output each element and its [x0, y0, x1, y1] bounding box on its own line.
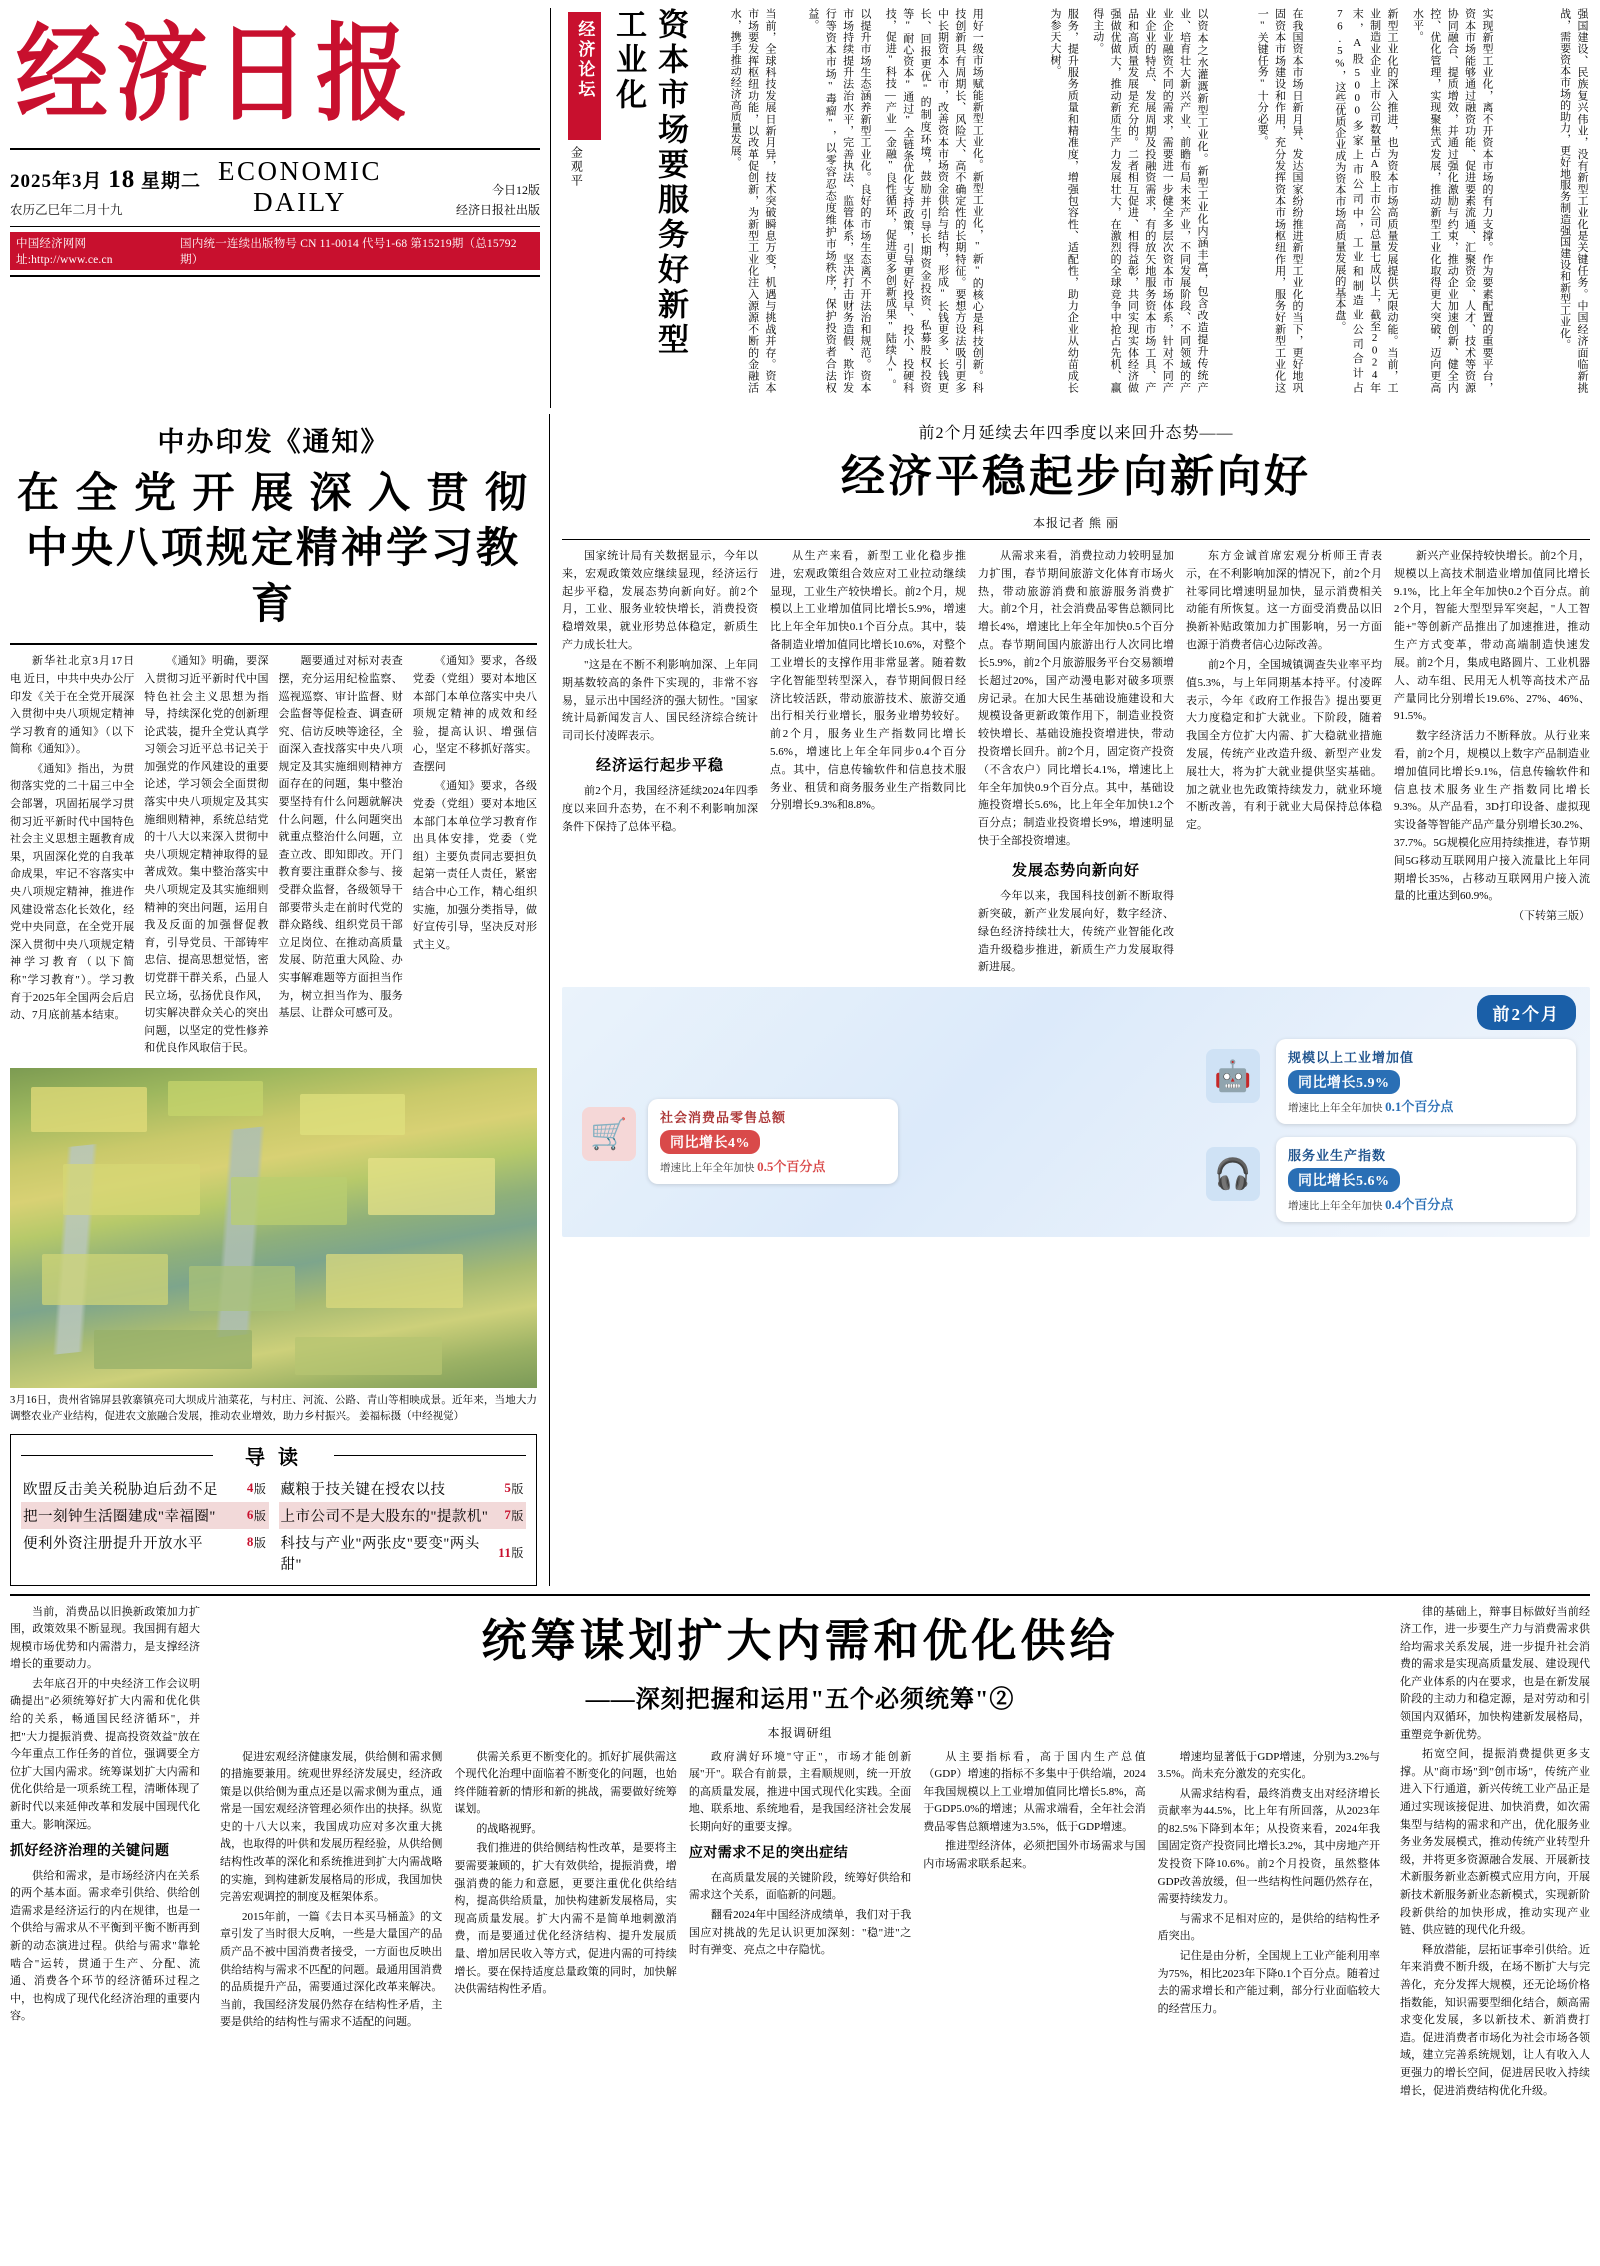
guide-item[interactable]	[279, 1502, 527, 1529]
date-text: 2025年3月	[10, 170, 103, 192]
guide-item-label: 上市公司不是大股东的"提款机"	[280, 1508, 489, 1525]
editorial-para: 以提升市场生态涵养新型工业化。良好的市场生态离不开法治和规范。资本市场持续提升法治水平，完善执法、监管体系，坚决打击财务造假、欺诈发行等资本市场"毒瘤"，以零容忍态度维护市场秩序，保护投资者合法权益。	[806, 8, 872, 393]
bottom-para: 供需关系更不断变化的。抓好扩展供需这个现代化治理中面临着不断变化的问题，也始终伴随着新的情形和新的挑战，需要做好统筹谋划。	[454, 1750, 677, 1816]
url-bar	[10, 232, 540, 270]
guide-left-list	[21, 1475, 269, 1577]
guide-item-page: 4	[246, 1480, 254, 1495]
article2-para: 前2个月，我国经济延续2024年四季度以来回升态势，在不利不利影响加深条件下保持了总体平稳。	[562, 785, 758, 833]
bottom-para: 释放潜能，层拓证事牵引供给。近年来消费不断升级，在场不断扩大与完善化，充分发挥大规模，还无论场价格指数能，知识需要型细化结合，颇高需求变化发展，多以新技术、新消费打造。促进消费者市场化为社会市场各领域，建立完善系统规划，让人有收入人更强力的增长空间，促进居民收入持续增长，促进消费结构优化升级。	[1400, 1943, 1590, 2097]
article2-para: "这是在不断不利影响加深、上年同期基数较高的条件下实现的，非常不容易，显示出中国经济的强大韧性。"国家统计局新闻发言人、国民经济综合统计司司长付凌晖表示。	[562, 658, 758, 743]
headset-agent-icon: 🎧	[1206, 1147, 1260, 1201]
article2-para: 数字经济活力不断释放。从行业来看，前2个月，规模以上数字产品制造业增加值同比增长9.1%，信息传输软件和信息技术服务业生产指数同比增长9.3%。从产品看，3D打印设备、虚拟现实设备等智能产品产量分别增长30.2%、37.7%。5G规模化应用持续推进，春节期间5G移动互联网用户接入流量比上年同期增长35%，占移动互联网用户接入流量的比重达到60.9%。	[1394, 730, 1590, 903]
guide-item-ban: 版	[511, 1508, 524, 1523]
masthead-date-block	[10, 161, 210, 220]
guide-right-list	[279, 1475, 527, 1577]
masthead-english	[210, 156, 390, 220]
english-title: ECONOMIC DAILY	[217, 155, 382, 217]
bottom-para: 在高质量发展的关键阶段，统筹好供给和需求这个关系，面临新的问题。	[688, 1871, 912, 1902]
editorial-para: 服务，提升服务质量和精准度，增强包容性、适配性，助力企业从幼苗成长为参天大树。	[1048, 8, 1079, 393]
guide-item[interactable]	[279, 1529, 527, 1577]
guide-item[interactable]	[279, 1475, 527, 1502]
infographic-card-retail	[648, 1099, 898, 1184]
card-title: 社会消费品零售总额	[660, 1110, 787, 1126]
article2-para: 从生产来看，新型工业化稳步推进，宏观政策组合效应对工业拉动继续显现，工业生产较快增长。前2个月，规模以上工业增加值同比增长5.9%，增速比上年全年加快0.1个百分点。其中，装备制造业增加值同比增长10.6%，对整个工业增长的支撑作用非常显著。随着数字化智能型转型深入，春节期间假日经济比较活跃，带动旅游技术、旅游交通出行相关行业增长，服务业增势较好。前2个月，服务业生产指数同比增长5.6%，增速比上年全年同步0.4个百分点。其中，信息传输软件和信息技术服务业、租赁和商务服务业生产指数同比分别增长9.3%和8.8%。	[770, 550, 966, 812]
masthead-divider-2	[10, 226, 540, 227]
logo-wrap	[10, 8, 540, 136]
bottom-left-column	[10, 1604, 210, 2103]
article2-col-4	[1186, 548, 1382, 979]
guide-item[interactable]	[21, 1502, 269, 1529]
article1-para: 《通知》指出，为贯彻落实党的二十届三中全会部署，巩固拓展学习贯彻习近平新时代中国特色社会主义思想主题教育成果，巩固深化党的自我革命成果，牢记不容落实中央八项规定精神，推进作风建设常态化长效化，经党中央同意，在全党开展深入贯彻中央八项规定精神学习教育（以下简称"学习教育"）。学习教育于2025年全国两会后启动、7月底前基本结束。	[10, 762, 135, 1022]
bottom-para: 供给和需求，是市场经济内在关系的两个基本面。需求牵引供给、供给创造需求是经济运行的内在规律，也是一个供给与需求从不平衡到平衡不断再到新的动态演进过程。供给与需求"靠轮啮合"运转，贯通于生产、分配、流通、消费各个环节的经济循环过程之中，也构成了现代化经济治理的重要内容。	[10, 1869, 200, 2023]
card-sub-num: 0.1个百分点	[1385, 1099, 1454, 1115]
bottom-para: 与需求不足相对应的，是供给的结构性矛盾突出。	[1157, 1912, 1381, 1943]
guide-grid	[21, 1475, 526, 1577]
river-shape	[27, 1101, 520, 1354]
field-patch	[94, 1330, 252, 1368]
bottom-para: 记住是由分析，全国规上工业产能利用率为75%，相比2023年下降0.1个百分点。随着过去的需求增长和产能过剩，部分行业面临较大的经营压力。	[1157, 1950, 1381, 2015]
article1-columns	[10, 653, 537, 1060]
robot-arm-icon: 🤖	[1206, 1049, 1260, 1103]
guide-item-page: 11	[498, 1544, 512, 1560]
editorial-para: 新型工业化的深入推进，也为资本市场高质量发展提供无限动能。当前，工业制造业企业上市公司数量占A股上市公司总量七成以上，截至2024年末，A股5000多家上市公司中，工业和制造业公司合计占76.5%，这些优质企业成为资本市场高质量发展的基本盘。	[1333, 8, 1398, 393]
bottom-col-4	[923, 1749, 1145, 2035]
article2-headline: 经济平稳起步向新向好	[841, 452, 1311, 501]
field-patch	[63, 1164, 200, 1215]
bottom-para: 去年底召开的中央经济工作会议明确提出"必须统筹好扩大内需和优化供给的关系，畅通国民经济循环"，并把"大力提振消费、提高投资效益"放在今年重点工作任务的首位，强调要全方位扩大国内需求。统筹谋划扩大内需和优化供给是一项系统工程，清晰体现了新时代以来延伸改革和发展中国现代化重大。影响深远。	[10, 1677, 200, 1831]
bottom-para: 政府满好环境"守正"，市场才能创新展"开"。联合有前景，主看顺规则，统一开放的高质量发展，推进中国式现代化实践。全面地、联系地、系统地看，是我国经济社会发展长期向好的重要支撑。	[688, 1750, 912, 1833]
notice-label: 中办印发《通知》	[157, 427, 390, 457]
guide-item-label: 把一刻钟生活圈建成"幸福圈"	[23, 1508, 216, 1525]
editorial-byline: 金观平	[569, 146, 584, 188]
bottom-para: 2015年前，一篇《去日本买马桶盖》的文章引发了当时很大反响，一些是大量国产的品质产品不被中国消费者接受，一方面也反映出供给结构与需求不匹配的问题。最通用国消费的品质提升产品，需要通过深化改革来解决。当前，我国经济发展仍然存在结构性矛盾，主要是供给的结构性与需求不适配的问题。	[220, 1910, 443, 2029]
bottom-para: 从主要指标看，高于国内生产总值（GDP）增速的指标不多集中于供给端，2024年我国规模以上工业增加值同比增长5.8%，高于GDP5.0%的增速；从需求端看，全年社会消费品零售总额增速为3.5%，低于GDP增速。	[923, 1750, 1146, 1833]
main-headline-line1: 在 全 党 开 展 深 入 贯 彻	[16, 471, 530, 517]
article1-para: 《通知》要求，各级党委（党组）要对本地区本部门本单位学习教育作出具体安排，党委（党组）主要负责同志要担负起第一责任人责任，紧密结合中心工作，精心组织实施，加强分类指导，做好宣传引导，坚决反对形式主义。	[412, 780, 537, 951]
editorial-title: 资本市场要服务好新型工业化	[611, 8, 688, 358]
publisher: 经济日报社出版	[455, 202, 540, 217]
article2-kicker: 前2个月延续去年四季度以来回升态势——	[918, 425, 1234, 442]
card-sub-pre: 增速比上年全年加快	[660, 1163, 755, 1175]
card-pill: 同比增长5.9%	[1288, 1070, 1400, 1094]
bottom-para: 推进型经济体，必须把国外市场需求与国内市场需求联系起来。	[923, 1840, 1146, 1871]
article2-subhead-1: 经济运行起步平稳	[595, 757, 724, 774]
field-patch	[295, 1337, 443, 1375]
card-pill: 同比增长5.6%	[1288, 1168, 1400, 1192]
field-patch	[168, 1081, 263, 1116]
editorial-para: 用好一级市场赋能新型工业化。新型工业化，"新"的核心是科技创新。科技创新具有周期长、风险大、高不确定性的长期特征。要想方设法吸引更多中长期资本入市，改善资本市场资金供给与结构，形成"长钱更多、长钱更长、回报更优"的制度环境，鼓励并引导长期资金投资、私募股权投资等"耐心资本"通过"全链条优化支持政策，引导更好投早、投小、投硬科技，促进"科技—产业—金融"良性循环，促进更多创新成果"陆续人"。	[884, 8, 984, 393]
editorial-column	[550, 8, 1590, 408]
article2-para: 今年以来，我国科技创新不断取得新突破，新产业发展向好，数字经济、绿色经济持续壮大，传统产业智能化改造升级稳步推进，新质生产力发展取得新进展。	[978, 890, 1174, 974]
guide-item-label: 科技与产业"两张皮"要变"两头甜"	[280, 1535, 480, 1573]
bottom-para: 翻看2024年中国经济成绩单，我们对于我国应对挑战的先足认识更加深刻："稳"进"之时有弹变、亮点之中存隐忧。	[688, 1909, 912, 1957]
guide-item-ban: 版	[511, 1546, 524, 1560]
left-column	[10, 414, 550, 1586]
shopping-cart-icon: 🛒	[582, 1107, 636, 1161]
bottom-subheadline: ——深刻把握和运用"五个必须统筹"②	[585, 1686, 1015, 1713]
bottom-col-1	[220, 1749, 442, 2035]
article1-col-1	[10, 653, 134, 1060]
bottom-para: 我们推进的供给侧结构性改革，是要将主要需要兼顾的，扩大有效供给，提振消费，增强消费的能力和意愿，更要注重优化供给结构，提高供给质量，加快构建新发展格局，实现高质量发展。扩大内需不是简单地刺激消费，而是要通过优化经济结构、提升发展质量、增加居民收入等方式，促进内需的可持续增长。要在保持适度总量政策的同时，加快解决供需结构性矛盾。	[454, 1842, 677, 1996]
editorial-para: 在我国资本市场日新月异、发达国家纷纷推进新型工业化的当下，更好地巩固资本市场建设和作用，充分发挥资本市场枢纽作用，服务好新型工业化这一"关键任务"十分必要。	[1256, 8, 1303, 393]
bottom-col-2	[454, 1749, 676, 2035]
article2-subhead-2: 发展态势向新向好	[1011, 862, 1140, 879]
infographic-card-industry	[1276, 1039, 1576, 1124]
guide-item-label: 欧盟反击美关税胁迫后劲不足	[23, 1481, 218, 1498]
guide-item-page: 7	[504, 1507, 512, 1522]
guide-item[interactable]	[21, 1529, 269, 1556]
newspaper-logo: 经济日报	[16, 11, 417, 136]
main-body	[10, 414, 1590, 1586]
lunar-date: 农历乙巳年二月十九	[10, 203, 123, 218]
article2-para: 国家统计局有关数据显示，今年以来，宏观政策效应继续显现，经济运行起步平稳，发展态势向新向好。前2个月，工业、服务业较快增长，消费投资稳增效果，就业形势总体稳定，新质生产力成长壮大。	[562, 550, 758, 652]
masthead	[10, 8, 550, 408]
guide-item-page: 6	[246, 1507, 254, 1522]
article1-col-2	[144, 653, 268, 1060]
field-patch	[368, 1158, 494, 1216]
date-weekday: 星期二	[141, 170, 202, 192]
guide-item-label: 便利外资注册提升开放水平	[23, 1535, 203, 1552]
right-column	[550, 414, 1590, 1586]
bottom-col-3	[689, 1749, 911, 2035]
article2-continued: （下转第三版）	[1513, 910, 1590, 923]
website-url[interactable]: 中国经济网网址:http://www.ce.cn	[16, 237, 113, 266]
bottom-para: 从需求结构看，最终消费支出对经济增长贡献率为44.5%，比上年有所回落，从2023年的82.5%下降到本年；从投资来看，2024年我国固定资产投资同比增长3.2%，其中房地产开发投资下降10.6%。前2个月投资，虽然整体GDP改善放缓，但一些结构性问题仍然存在，需要持续发力。	[1157, 1787, 1381, 1906]
card-pill: 同比增长4%	[660, 1130, 760, 1154]
article1-col-3	[279, 653, 403, 1060]
masthead-meta	[10, 150, 540, 220]
infographic-badge: 前2个月	[1477, 995, 1577, 1030]
bottom-subhead-2: 应对需求不足的突出症结	[688, 1846, 849, 1862]
headline-rule	[10, 643, 537, 645]
editorial-title-block	[561, 8, 691, 408]
field-patch	[300, 1094, 405, 1136]
article2-col-5	[1394, 548, 1590, 979]
bottom-para: 当前，消费品以旧换新政策加力扩围，政策效果不断显现。我国拥有超大规模市场优势和内需潜力，是支撑经济增长的重要动力。	[10, 1605, 200, 1671]
bottom-subhead-1: 抓好经济治理的关键问题	[10, 1844, 170, 1860]
article2-byline: 本报记者 熊 丽	[1032, 516, 1119, 530]
article2-col-3	[978, 548, 1174, 979]
photo-wrap	[10, 1068, 537, 1426]
bottom-right-column	[1390, 1604, 1590, 2103]
bottom-section	[10, 1594, 1590, 2103]
top-section	[10, 8, 1590, 408]
card-sub	[1288, 1098, 1564, 1116]
masthead-divider-3	[10, 275, 540, 277]
card-sub-pre: 增速比上年全年加快	[1288, 1201, 1383, 1213]
guide-item[interactable]	[21, 1475, 269, 1502]
bottom-para: 的战略视野。	[476, 1822, 543, 1835]
date-day: 18	[108, 165, 136, 193]
article2-rule	[562, 539, 1590, 540]
bottom-para: 拓宽空间，提振消费提供更多支撑。从"商市场"到"创市场"，传统产业进入下行通道，新兴传统工业产品正是通过实现该接促进、加快消费，如次需集型与结构的需求和产出，优化服务业务业务发展模式，推动传统产业转型升级，并将更多资源融合发展、开展新技术新服务新业态新模式应用方向，开展新技术新服务新业态新模式，实现新阶段新供给的加快形成，推动实现产业链、供应链的现代化升级。	[1400, 1748, 1590, 1937]
card-title: 规模以上工业增加值	[1288, 1050, 1415, 1066]
editorial-para: 以资本之水灌溉新型工业化。新型工业化内涵丰富，包含改造提升传统产业、培育壮大新兴产业、前瞻布局未来产业，不同发展阶段、不同领域的产业企业融资不同的需求，需要进一步健全多层次资本市场体系，针对不同产业企业的特点、发展周期及投融资需求，有的放矢地服务资本市场工具、产品和高质量发展是充分的。二者相互促进、相得益彰，共同实现实体经济做强做优做大，推动新质生产力发展壮大，在激烈的全球竞争中抢占先机、赢得主动。	[1091, 8, 1208, 393]
article1-col-4	[413, 653, 537, 1060]
guide-item-page: 5	[504, 1480, 512, 1495]
guide-title: 导 读	[21, 1441, 526, 1470]
article2-para: 新兴产业保持较快增长。前2个月，规模以上高技术制造业增加值同比增长9.1%，比上年全年加快0.2个百分点。前2个月，智能大型型异军突起，"人工智能+"等创新产品推出了加速推进，推动生产方式变革，带动高端制造快速发展。前2个月，集成电路圆片、工业机器人、动车组、民用无人机等高技术产品产量同比分别增长19.6%、27%、46%、91.5%。	[1394, 550, 1590, 723]
article1-para: 新华社北京3月17日电 近日，中共中央办公厅印发《关于在全党开展深入贯彻中央八项规定精神学习教育的通知》（以下简称《通知》）。	[10, 655, 135, 756]
field-patch	[31, 1087, 147, 1132]
card-sub-num: 0.4个百分点	[1385, 1197, 1454, 1213]
editorial-para: 强国建设、民族复兴伟业，没有新型工业化是关键任务。中国经济面临新挑战，需要资本市场的助力，更好地服务制造强国建设和新型工业化。	[1558, 8, 1588, 393]
guide-item-ban: 版	[253, 1481, 267, 1496]
today-pages: 今日12版	[491, 183, 540, 198]
aerial-farmland-photo	[10, 1068, 537, 1388]
field-patch	[42, 1254, 168, 1305]
article2-para: 从需求来看，消费拉动力较明显加力扩围，春节期间旅游文化体育市场火热，带动旅游消费和旅游服务消费扩大。前2个月，社会消费品零售总额同比增长4%，增速比上年全年加快0.5个百分点。春节期间国内旅游出行人次同比增长5.9%，前2个月旅游服务平台交易额增长超过20%，国产动漫电影对破多项票房记录。在加大民生基础设施建设和大规模设备更新政策作用下，制造业投资较快增长、基础设施投资增进快，带动投资增长回升。前2个月，固定资产投资（不含农户）同比增长4.1%，增速比上年全年加快0.9个百分点。其中，基础设施投资增长5.6%，比上年全年加快1.2个百分点；制造业投资增长9%，增速明显快于全部投资增速。	[978, 550, 1174, 847]
bottom-para: 增速均显著低于GDP增速，分别为3.2%与3.5%。尚未充分激发的充实化。	[1157, 1750, 1381, 1781]
article2-col-2	[770, 548, 966, 979]
article2-para: 前2个月，全国城镇调查失业率平均值5.3%，与上年同期基本持平。付凌晖表示，今年《政府工作报告》提出要更大力度稳定和扩大就业。下阶段，随着我国全方位扩大内需、扩大稳就业措施发展，传统产业改造升级、新型产业发展壮大，将为扩大就业提供坚实基础。加之就业也先政策持续发力，就业环境不断改善，有利于就业大局保持总体稳定。	[1186, 658, 1382, 832]
guide-item-page: 8	[246, 1534, 254, 1549]
photo-caption: 3月16日，贵州省锦屏县敦寨镇亮司大坝成片油菜花，与村庄、河流、公路、青山等相映成景。近年来，当地大力调整农业产业结构，促进农文旅融合发展，推动农业增效，助力乡村振兴。 姜福标摄（中经视觉）	[10, 1394, 537, 1423]
card-sub-num: 0.5个百分点	[757, 1159, 826, 1175]
article1-para: 题要通过对标对表查摆，充分运用纪检监察、巡视巡察、审计监督、财会监督等促检查、调查研究、信访反映等途径，全面深入查找落实中央八项规定及其实施细则精神方面存在的问题，集中整治要坚持有什么问题就解决什么问题，什么问题突出就重点整治什么问题，立查立改、即知即改。开门教育要注重群众参与、接受群众监督，各级领导干部要带头走在前时代党的群众路线、组织党员干部立足岗位、在推动高质量发展、防范重大风险、办实事解难题等方面担当作为，树立担当作为、服务基层、让群众可感可及。	[278, 655, 403, 1020]
editorial-body	[691, 8, 1590, 408]
bottom-center	[210, 1604, 1390, 2103]
date-line	[10, 161, 210, 199]
guide-item-ban: 版	[253, 1508, 267, 1523]
card-title: 服务业生产指数	[1288, 1148, 1387, 1164]
masthead-pages	[390, 181, 540, 219]
article1-para: 《通知》要求，各级党委（党组）要对本地区本部门本单位落实中央八项规定精神的成效和经验，提高认识、增强信心，坚定不移抓好落实。查摆问	[412, 655, 537, 773]
bottom-headline: 统筹谋划扩大内需和优化供给	[481, 1615, 1119, 1666]
guide-box	[10, 1434, 537, 1586]
editorial-para: 实现新型工业化，离不开资本市场的有力支撑。作为要素配置的重要平台，资本市场能够通过融资功能、促进要素流通、汇聚资金、人才、技术等资源协同融合、提质增效，并通过强化激励与约束，推动企业加速创新、健全内控、优化管理，实现聚焦式发展，推动新型工业化取得更大突破，迈向更高水平。	[1411, 8, 1493, 393]
field-patch	[231, 1177, 347, 1225]
guide-item-label: 藏粮于技关键在授农以技	[280, 1481, 446, 1498]
card-sub	[660, 1158, 886, 1176]
bottom-para: 律的基础上，辩事目标做好当前经济工作，进一步要生产力与消费需求供给均需求关系发展，进一步提升社会消费的需求是实现高质量发展、建设现代化产业体系的内在要求，也是在新发展阶段的主动力和稳定源，是对劳动和引领国内双循环，加快构建新发展格局，重塑竞争新优势。	[1400, 1605, 1590, 1741]
issue-info: 国内统一连续出版物号 CN 11-0014 代号1-68 第15219期（总15792期）	[180, 237, 517, 266]
article2-para: 东方金诚首席宏观分析师王青表示，在不利影响加深的情况下，前2个月社零同比增速明显加快，显示消费相关动能有所恢复。这一方面受消费品以旧换新补贴政策加力扩围影响，另一方面也源于消费者信心边际改善。	[1186, 550, 1382, 652]
article2-columns	[562, 548, 1590, 979]
bottom-para: 促进宏观经济健康发展，供给侧和需求侧的措施要兼用。统观世界经济发展史，经济政策是以供给侧为重点还是以需求侧为重点，通常是一国宏观经济管理必须作出的抉择。纵览史的十八大以来，我国成功应对多次重大挑战，也取得的叶供和发展历程经验，从供给侧结构性改革的深化和系统推进到扩大内需战略的实施，到构建新发展格局的形成，我国加快完善宏观调控的制度及框架体系。	[220, 1750, 443, 1904]
infographic-card-services	[1276, 1137, 1576, 1222]
bottom-col-5	[1158, 1749, 1380, 2035]
card-sub-pre: 增速比上年全年加快	[1288, 1103, 1383, 1115]
guide-item-ban: 版	[511, 1481, 524, 1496]
card-sub	[1288, 1196, 1564, 1214]
economic-infographic	[562, 987, 1590, 1237]
guide-item-ban: 版	[253, 1535, 267, 1550]
field-patch	[189, 1266, 294, 1311]
editorial-para: 当前，全球科技发展日新月异，技术突破瞬息万变，机遇与挑战并存。资本市场要发挥枢纽功能，以改革促创新，为新型工业化注入源源不断的金融活水，携手推动经济高质量发展。	[729, 8, 777, 393]
bottom-byline: 本报调研组	[767, 1725, 833, 1740]
article2-col-1	[562, 548, 758, 979]
bottom-columns	[220, 1749, 1380, 2035]
article1-para: 《通知》明确，要深入贯彻习近平新时代中国特色社会主义思想为指导，持续深化党的创新理论武装，提升全党认真学习领会习近平总书记关于加强党的作风建设的重要论述，学习领会全面贯彻落实中央八项规定及其实施细则精神，系统总结党的十八大以来深入贯彻中央八项规定精神取得的显著成效。集中整治落实中央八项规定及其实施细则精神的突出问题，运用自我及反面的加强督促教育，引导党员、干部铸牢忠信、提高思想觉悟，密切党群干群关系，凸显人民立场，弘扬优良作风，切实解决群众关心的突出问题，以坚定的党性修养和优良作风取信于民。	[144, 655, 269, 1055]
editorial-label: 经济论坛	[568, 12, 601, 140]
field-patch	[326, 1254, 463, 1308]
main-headline-line2: 中央八项规定精神学习教育	[25, 526, 521, 628]
